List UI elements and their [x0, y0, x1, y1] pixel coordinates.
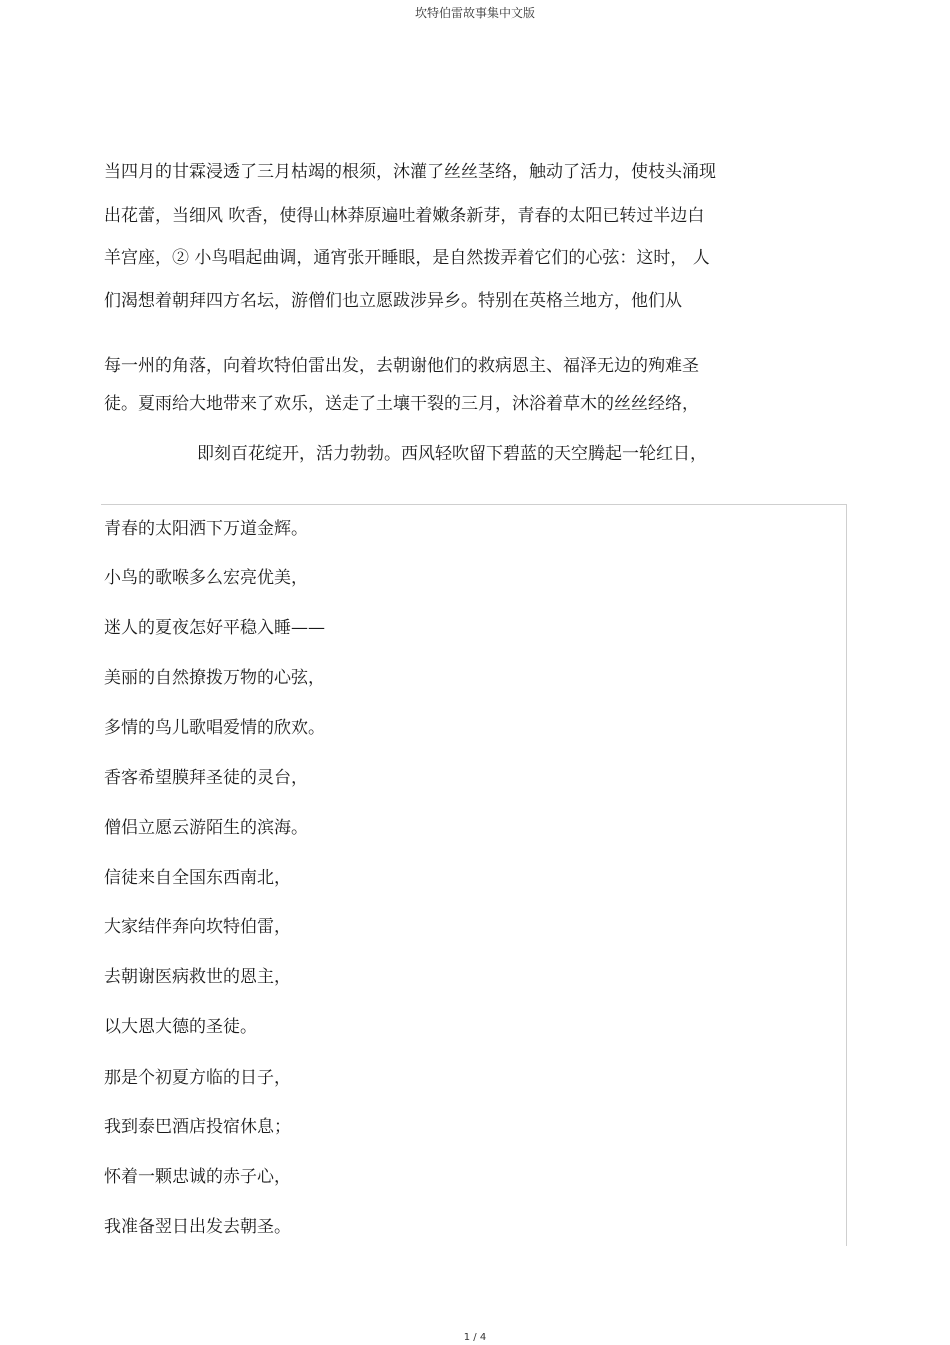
document-title: 坎特伯雷故事集中文版: [414, 6, 535, 20]
verse-line: 僧侣立愿云游陌生的滨海。: [104, 818, 308, 838]
verse-line: 青春的太阳洒下万道金辉。: [104, 519, 308, 539]
prose-line: 羊宫座，② 小鸟唱起曲调，通宵张开睡眼，是自然拨弄着它们的心弦：这时， 人: [104, 248, 710, 268]
verse-line: 那是个初夏方临的日子，: [104, 1068, 291, 1088]
verse-line: 怀着一颗忠诚的赤子心，: [104, 1167, 291, 1187]
verse-line: 大家结伴奔向坎特伯雷，: [104, 917, 291, 937]
prose-line: 即刻百花绽开，活力勃勃。西风轻吹留下碧蓝的天空腾起一轮红日，: [197, 444, 707, 464]
verse-line: 我准备翌日出发去朝圣。: [104, 1217, 291, 1237]
prose-line: 每一州的角落，向着坎特伯雷出发，去朝谢他们的救病恩主、福泽无边的殉难圣: [104, 356, 699, 376]
verse-line: 以大恩大德的圣徒。: [104, 1017, 257, 1037]
verse-line: 小鸟的歌喉多么宏亮优美，: [104, 568, 308, 588]
verse-line: 美丽的自然撩拨万物的心弦，: [104, 668, 325, 688]
verse-line: 多情的鸟儿歌唱爱情的欣欢。: [104, 718, 325, 738]
verse-line: 信徒来自全国东西南北，: [104, 868, 291, 888]
prose-line: 徒。夏雨给大地带来了欢乐，送走了土壤干裂的三月，沐浴着草木的丝丝经络，: [104, 394, 699, 414]
verse-line: 香客希望膜拜圣徒的灵台，: [104, 768, 308, 788]
verse-line: 迷人的夏夜怎好平稳入睡——: [104, 618, 325, 638]
verse-line: 我到泰巴酒店投宿休息；: [104, 1117, 291, 1137]
page-number: 1 / 4: [463, 1332, 487, 1343]
prose-line: 出花蕾，当细风 吹香，使得山林莽原遍吐着嫩条新芽，青春的太阳已转过半边白: [104, 206, 705, 226]
prose-line: 当四月的甘霖浸透了三月枯竭的根须，沐灌了丝丝茎络，触动了活力，使枝头涌现: [104, 162, 716, 182]
prose-line: 们渴想着朝拜四方名坛，游僧们也立愿跋涉异乡。特别在英格兰地方，他们从: [104, 291, 682, 311]
verse-line: 去朝谢医病救世的恩主，: [104, 967, 291, 987]
